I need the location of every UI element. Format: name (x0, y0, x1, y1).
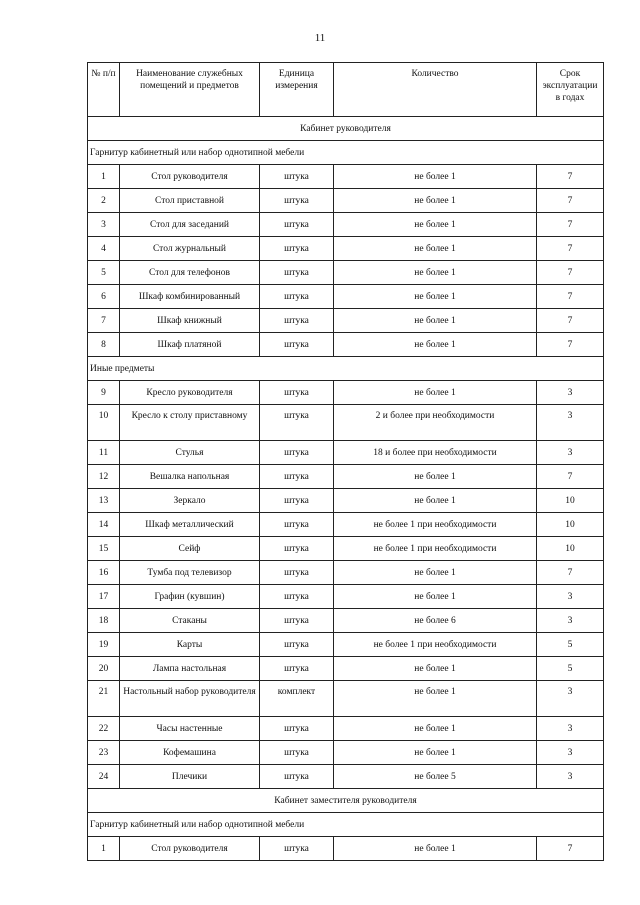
cell-num: 17 (88, 585, 120, 609)
cell-num: 11 (88, 441, 120, 465)
cell-num: 15 (88, 537, 120, 561)
cell-term: 10 (537, 513, 604, 537)
cell-name: Стол руководителя (120, 837, 260, 861)
cell-num: 13 (88, 489, 120, 513)
cell-qty: не более 1 (334, 465, 537, 489)
cell-term: 10 (537, 537, 604, 561)
table-row (88, 633, 604, 657)
cell-num: 3 (88, 213, 120, 237)
cell-num: 23 (88, 741, 120, 765)
cell-term: 5 (537, 657, 604, 681)
table-row (88, 441, 604, 465)
cell-qty: не более 1 (334, 585, 537, 609)
cell-qty: не более 1 (334, 489, 537, 513)
table-row (88, 609, 604, 633)
table-row (88, 405, 604, 441)
section-title: Кабинет заместителя руководителя (88, 789, 604, 813)
cell-term: 7 (537, 237, 604, 261)
cell-unit: штука (260, 609, 334, 633)
cell-unit: штука (260, 657, 334, 681)
cell-term: 7 (537, 561, 604, 585)
cell-name: Тумба под телевизор (120, 561, 260, 585)
cell-unit: штука (260, 513, 334, 537)
cell-name: Шкаф комбинированный (120, 285, 260, 309)
cell-unit: штука (260, 741, 334, 765)
cell-unit: штука (260, 465, 334, 489)
page-number: 11 (314, 32, 326, 44)
cell-num: 1 (88, 837, 120, 861)
cell-num: 18 (88, 609, 120, 633)
group-title: Гарнитур кабинетный или набор однотипной мебели (88, 813, 604, 837)
cell-term: 7 (537, 309, 604, 333)
header-name: Наименование служебных помещений и предметов (120, 63, 260, 117)
section-row (88, 789, 604, 813)
cell-qty: не более 1 при необходимости (334, 513, 537, 537)
group-title: Иные предметы (88, 357, 604, 381)
cell-unit: штука (260, 717, 334, 741)
cell-term: 3 (537, 381, 604, 405)
cell-unit: штука (260, 333, 334, 357)
cell-qty: 2 и более при необходимости (334, 405, 537, 441)
cell-unit: штука (260, 189, 334, 213)
table-row (88, 285, 604, 309)
table-row (88, 465, 604, 489)
cell-name: Шкаф платяной (120, 333, 260, 357)
cell-qty: не более 1 (334, 657, 537, 681)
cell-unit: штука (260, 381, 334, 405)
cell-unit: штука (260, 441, 334, 465)
cell-qty: не более 1 при необходимости (334, 537, 537, 561)
cell-term: 3 (537, 681, 604, 717)
cell-name: Лампа настольная (120, 657, 260, 681)
table-row (88, 537, 604, 561)
cell-qty: не более 1 (334, 561, 537, 585)
group-row (88, 813, 604, 837)
table-row (88, 657, 604, 681)
table-row (88, 513, 604, 537)
table-row (88, 489, 604, 513)
cell-term: 7 (537, 165, 604, 189)
cell-term: 10 (537, 489, 604, 513)
cell-unit: штука (260, 765, 334, 789)
header-qty: Количество (334, 63, 537, 117)
table-row (88, 585, 604, 609)
cell-name: Стол для заседаний (120, 213, 260, 237)
cell-unit: штука (260, 405, 334, 441)
cell-num: 21 (88, 681, 120, 717)
cell-num: 1 (88, 165, 120, 189)
cell-name: Плечики (120, 765, 260, 789)
cell-term: 7 (537, 465, 604, 489)
table-row (88, 165, 604, 189)
cell-num: 6 (88, 285, 120, 309)
cell-num: 5 (88, 261, 120, 285)
cell-qty: не более 1 (334, 741, 537, 765)
cell-num: 16 (88, 561, 120, 585)
cell-name: Настольный набор руководителя (120, 681, 260, 717)
header-num: № п/п (88, 63, 120, 117)
cell-name: Сейф (120, 537, 260, 561)
cell-num: 20 (88, 657, 120, 681)
cell-num: 10 (88, 405, 120, 441)
cell-unit: штука (260, 585, 334, 609)
cell-num: 22 (88, 717, 120, 741)
cell-qty: не более 1 (334, 165, 537, 189)
cell-qty: не более 1 (334, 189, 537, 213)
table-row (88, 765, 604, 789)
cell-num: 19 (88, 633, 120, 657)
cell-unit: штука (260, 309, 334, 333)
cell-name: Часы настенные (120, 717, 260, 741)
cell-num: 14 (88, 513, 120, 537)
cell-term: 3 (537, 765, 604, 789)
table-row (88, 213, 604, 237)
cell-qty: не более 1 (334, 333, 537, 357)
cell-term: 3 (537, 609, 604, 633)
cell-name: Стол приставной (120, 189, 260, 213)
cell-name: Шкаф книжный (120, 309, 260, 333)
table-row (88, 333, 604, 357)
cell-unit: штука (260, 633, 334, 657)
header-term: Срок эксплуатации в годах (537, 63, 604, 117)
cell-unit: штука (260, 561, 334, 585)
cell-qty: не более 5 (334, 765, 537, 789)
cell-num: 4 (88, 237, 120, 261)
cell-qty: не более 1 (334, 285, 537, 309)
cell-num: 12 (88, 465, 120, 489)
group-row (88, 141, 604, 165)
cell-term: 3 (537, 741, 604, 765)
cell-term: 3 (537, 405, 604, 441)
table-row (88, 189, 604, 213)
table-row (88, 741, 604, 765)
cell-name: Кресло руководителя (120, 381, 260, 405)
table-row (88, 261, 604, 285)
cell-qty: не более 1 (334, 261, 537, 285)
cell-num: 9 (88, 381, 120, 405)
cell-unit: штука (260, 837, 334, 861)
cell-name: Зеркало (120, 489, 260, 513)
table-header-row (88, 63, 604, 117)
cell-num: 24 (88, 765, 120, 789)
table-row (88, 237, 604, 261)
cell-term: 7 (537, 333, 604, 357)
cell-qty: не более 1 при необходимости (334, 633, 537, 657)
cell-qty: не более 1 (334, 681, 537, 717)
cell-term: 7 (537, 213, 604, 237)
cell-unit: штука (260, 213, 334, 237)
group-title: Гарнитур кабинетный или набор однотипной мебели (88, 141, 604, 165)
cell-qty: не более 1 (334, 309, 537, 333)
section-title: Кабинет руководителя (88, 117, 604, 141)
cell-qty: 18 и более при необходимости (334, 441, 537, 465)
cell-term: 3 (537, 441, 604, 465)
cell-term: 7 (537, 189, 604, 213)
cell-qty: не более 1 (334, 213, 537, 237)
table-body (88, 117, 604, 861)
cell-term: 3 (537, 717, 604, 741)
cell-term: 5 (537, 633, 604, 657)
cell-unit: штука (260, 261, 334, 285)
cell-name: Стол журнальный (120, 237, 260, 261)
cell-qty: не более 1 (334, 837, 537, 861)
cell-qty: не более 1 (334, 717, 537, 741)
cell-name: Стол для телефонов (120, 261, 260, 285)
cell-name: Стулья (120, 441, 260, 465)
cell-term: 7 (537, 837, 604, 861)
cell-name: Шкаф металлический (120, 513, 260, 537)
cell-unit: штука (260, 165, 334, 189)
table-row (88, 561, 604, 585)
cell-term: 7 (537, 285, 604, 309)
cell-name: Стол руководителя (120, 165, 260, 189)
cell-qty: не более 1 (334, 237, 537, 261)
cell-unit: штука (260, 537, 334, 561)
cell-num: 8 (88, 333, 120, 357)
cell-unit: штука (260, 489, 334, 513)
header-unit: Единица измерения (260, 63, 334, 117)
cell-name: Карты (120, 633, 260, 657)
section-row (88, 117, 604, 141)
cell-name: Кофемашина (120, 741, 260, 765)
table-row (88, 717, 604, 741)
table-row (88, 309, 604, 333)
cell-unit: штука (260, 285, 334, 309)
cell-num: 2 (88, 189, 120, 213)
cell-unit: комплект (260, 681, 334, 717)
equipment-table (87, 62, 604, 861)
table-row (88, 681, 604, 717)
table-row (88, 837, 604, 861)
cell-unit: штука (260, 237, 334, 261)
group-row (88, 357, 604, 381)
cell-term: 7 (537, 261, 604, 285)
cell-qty: не более 6 (334, 609, 537, 633)
cell-name: Кресло к столу приставному (120, 405, 260, 441)
table-row (88, 381, 604, 405)
cell-name: Графин (кувшин) (120, 585, 260, 609)
cell-name: Стаканы (120, 609, 260, 633)
cell-term: 3 (537, 585, 604, 609)
cell-name: Вешалка напольная (120, 465, 260, 489)
cell-num: 7 (88, 309, 120, 333)
cell-qty: не более 1 (334, 381, 537, 405)
